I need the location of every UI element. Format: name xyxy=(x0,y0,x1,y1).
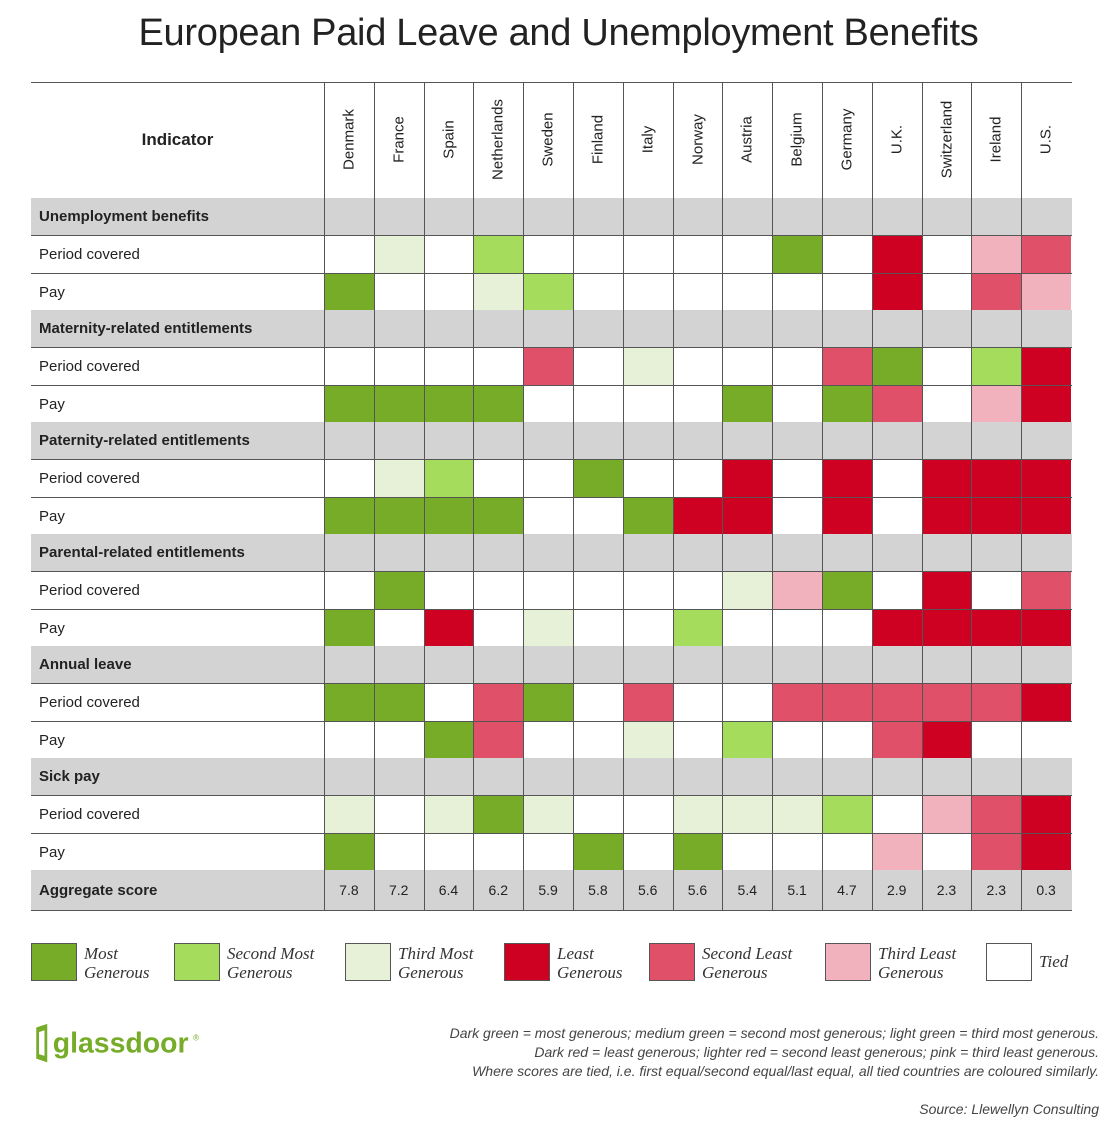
rating-cell xyxy=(723,796,772,833)
column-rule xyxy=(324,82,325,910)
aggregate-label: Aggregate score xyxy=(39,882,158,899)
rating-cell xyxy=(1022,722,1071,759)
rating-cell xyxy=(972,274,1021,311)
rating-cell xyxy=(574,722,623,759)
rating-cell xyxy=(873,834,922,871)
aggregate-score: 4.7 xyxy=(837,882,857,898)
rating-cell xyxy=(425,236,474,273)
rating-cell xyxy=(873,572,922,609)
rating-cell xyxy=(524,834,573,871)
rating-cell xyxy=(773,498,822,535)
rating-cell xyxy=(325,610,374,647)
row-label: Pay xyxy=(39,731,65,749)
rating-cell xyxy=(674,460,723,497)
rating-cell xyxy=(823,460,872,497)
rating-cell xyxy=(873,722,922,759)
rating-cell xyxy=(773,460,822,497)
rating-cell xyxy=(674,274,723,311)
column-rule xyxy=(573,82,574,910)
aggregate-score: 5.9 xyxy=(538,882,558,898)
rating-cell xyxy=(972,236,1021,273)
rating-cell xyxy=(923,274,972,311)
rating-cell xyxy=(375,348,424,385)
rating-cell xyxy=(923,610,972,647)
rating-cell xyxy=(972,684,1021,721)
country-header: U.S. xyxy=(1037,124,1055,155)
rating-cell xyxy=(923,834,972,871)
rating-cell xyxy=(574,274,623,311)
column-rule xyxy=(971,82,972,910)
rating-cell xyxy=(325,460,374,497)
rating-cell xyxy=(325,348,374,385)
rating-cell xyxy=(923,498,972,535)
rating-cell xyxy=(923,348,972,385)
aggregate-score: 7.2 xyxy=(388,882,409,898)
rating-cell xyxy=(574,236,623,273)
legend-label-line: Second Least xyxy=(702,944,793,963)
rating-cell xyxy=(773,796,822,833)
aggregate-score: 7.8 xyxy=(339,882,359,898)
rating-cell xyxy=(823,796,872,833)
rating-cell xyxy=(723,722,772,759)
rating-cell xyxy=(972,460,1021,497)
aggregate-score: 2.9 xyxy=(886,882,907,898)
rating-cell xyxy=(425,610,474,647)
column-rule xyxy=(623,82,624,910)
rating-cell xyxy=(375,498,424,535)
aggregate-score: 5.6 xyxy=(637,882,658,898)
rating-cell xyxy=(474,498,523,535)
rating-cell xyxy=(524,610,573,647)
section-header-bar xyxy=(31,646,1072,683)
footnote-tied: Where scores are tied, i.e. first equal/second equal/last equal, all tied countries are coloured similarly. xyxy=(472,1063,1099,1079)
rating-cell xyxy=(823,572,872,609)
rating-cell xyxy=(723,834,772,871)
rating-cell xyxy=(674,796,723,833)
column-rule xyxy=(473,82,474,910)
rating-cell xyxy=(674,498,723,535)
rating-cell xyxy=(723,348,772,385)
rating-cell xyxy=(524,274,573,311)
country-header: Austria xyxy=(738,116,756,163)
rating-cell xyxy=(923,236,972,273)
rating-cell xyxy=(474,610,523,647)
legend-swatch xyxy=(31,943,77,981)
rating-cell xyxy=(624,610,673,647)
rating-cell xyxy=(873,274,922,311)
rating-cell xyxy=(1022,236,1071,273)
rating-cell xyxy=(474,834,523,871)
rating-cell xyxy=(773,722,822,759)
rating-cell xyxy=(474,348,523,385)
indicator-header: Indicator xyxy=(141,130,214,149)
row-label: Period covered xyxy=(39,806,140,823)
rating-cell xyxy=(674,236,723,273)
row-label: Pay xyxy=(39,283,65,301)
rating-cell xyxy=(624,834,673,871)
rating-cell xyxy=(674,684,723,721)
column-rule xyxy=(523,82,524,910)
column-rule xyxy=(872,82,873,910)
rating-cell xyxy=(574,460,623,497)
legend-label-line: Least xyxy=(557,944,594,963)
rating-cell xyxy=(1022,572,1071,609)
rating-cell xyxy=(574,348,623,385)
rating-cell xyxy=(1022,834,1071,871)
rating-cell xyxy=(773,572,822,609)
rating-cell xyxy=(624,722,673,759)
rating-cell xyxy=(823,348,872,385)
country-header: Ireland xyxy=(987,116,1005,163)
rating-cell xyxy=(972,572,1021,609)
legend-label-line: Third Least xyxy=(878,944,957,963)
rating-cell xyxy=(1022,348,1071,385)
legend-label xyxy=(1039,952,1068,971)
rating-cell xyxy=(325,572,374,609)
rating-cell xyxy=(425,348,474,385)
rating-cell xyxy=(574,796,623,833)
rating-cell xyxy=(574,610,623,647)
legend-label-line: Tied xyxy=(1039,952,1069,971)
column-rule xyxy=(922,82,923,910)
country-header: Netherlands xyxy=(489,99,507,180)
country-header: Sweden xyxy=(539,112,557,167)
rating-cell xyxy=(773,610,822,647)
rating-cell xyxy=(723,610,772,647)
legend-label xyxy=(557,944,622,982)
glassdoor-wordmark: glassdoor xyxy=(52,1027,189,1060)
legend-swatch xyxy=(649,943,695,981)
rating-cell xyxy=(873,684,922,721)
rating-cell xyxy=(823,386,872,423)
legend-label xyxy=(227,944,314,982)
rating-cell xyxy=(474,684,523,721)
rating-cell xyxy=(425,460,474,497)
row-label: Pay xyxy=(39,843,65,861)
rating-cell xyxy=(723,498,772,535)
footnote-red: Dark red = least generous; lighter red = second least generous; pink = third least generous. xyxy=(534,1044,1099,1060)
rating-cell xyxy=(524,348,573,385)
rating-cell xyxy=(674,386,723,423)
row-label: Pay xyxy=(39,507,65,525)
rating-cell xyxy=(524,684,573,721)
legend-swatch xyxy=(504,943,550,981)
rating-cell xyxy=(624,236,673,273)
rating-cell xyxy=(823,274,872,311)
rating-cell xyxy=(474,274,523,311)
rating-cell xyxy=(375,610,424,647)
rating-cell xyxy=(773,834,822,871)
legend-label-line: Most xyxy=(84,944,118,963)
rating-cell xyxy=(474,460,523,497)
registered-mark: ® xyxy=(193,1033,200,1043)
legend-swatch xyxy=(825,943,871,981)
section-title: Unemployment benefits xyxy=(39,208,210,225)
legend-label-line: Generous xyxy=(84,963,150,982)
rating-cell xyxy=(823,834,872,871)
rating-cell xyxy=(972,348,1021,385)
country-header: Spain xyxy=(440,120,457,159)
footnote-green: Dark green = most generous; medium green = second most generous; light green = third most generous. xyxy=(449,1025,1099,1041)
rating-cell xyxy=(972,796,1021,833)
section-title: Annual leave xyxy=(39,656,132,673)
section-title: Sick pay xyxy=(39,768,100,785)
rating-cell xyxy=(1022,684,1071,721)
rating-cell xyxy=(624,498,673,535)
glassdoor-door-icon xyxy=(36,1024,47,1063)
rating-cell xyxy=(325,236,374,273)
legend-label-line: Generous xyxy=(702,963,768,982)
legend-label-line: Third Most xyxy=(398,944,474,963)
row-label: Period covered xyxy=(39,694,140,711)
rating-cell xyxy=(624,348,673,385)
rating-cell xyxy=(375,236,424,273)
aggregate-score: 2.3 xyxy=(936,882,957,898)
legend-label-line: Generous xyxy=(398,963,464,982)
rating-cell xyxy=(624,684,673,721)
rating-cell xyxy=(972,610,1021,647)
rating-cell xyxy=(524,722,573,759)
rating-cell xyxy=(823,498,872,535)
rating-cell xyxy=(873,236,922,273)
section-title: Paternity-related entitlements xyxy=(39,432,250,449)
rating-cell xyxy=(923,796,972,833)
rating-cell xyxy=(524,460,573,497)
rating-cell xyxy=(425,498,474,535)
aggregate-score: 5.8 xyxy=(588,882,608,898)
country-header: Norway xyxy=(689,114,706,165)
country-header: Italy xyxy=(639,125,657,154)
rating-cell xyxy=(972,386,1021,423)
row-label: Period covered xyxy=(39,582,140,599)
rating-cell xyxy=(773,684,822,721)
rating-cell xyxy=(574,572,623,609)
section-title: Parental-related entitlements xyxy=(39,544,245,561)
legend-label xyxy=(702,944,792,982)
rating-cell xyxy=(624,572,673,609)
rating-cell xyxy=(723,572,772,609)
column-rule xyxy=(1021,82,1022,910)
aggregate-score: 6.4 xyxy=(438,882,459,898)
rating-cell xyxy=(624,386,673,423)
legend-label xyxy=(84,944,149,982)
rating-cell xyxy=(923,386,972,423)
table-bottom-rule xyxy=(31,910,1072,911)
column-rule xyxy=(772,82,773,910)
legend-label-line: Generous xyxy=(878,963,944,982)
rating-cell xyxy=(823,684,872,721)
rating-cell xyxy=(325,274,374,311)
rating-cell xyxy=(674,722,723,759)
row-label: Period covered xyxy=(39,246,140,263)
rating-cell xyxy=(474,572,523,609)
rating-cell xyxy=(474,236,523,273)
rating-cell xyxy=(873,498,922,535)
legend-label-line: Generous xyxy=(227,963,293,982)
rating-cell xyxy=(325,684,374,721)
rating-cell xyxy=(425,796,474,833)
country-header: Switzerland xyxy=(938,100,955,179)
rating-cell xyxy=(524,572,573,609)
aggregate-score: 0.3 xyxy=(1036,882,1056,898)
legend-label xyxy=(878,944,956,982)
header-top-rule xyxy=(31,82,1072,83)
rating-cell xyxy=(773,274,822,311)
rating-cell xyxy=(674,834,723,871)
rating-cell xyxy=(773,348,822,385)
rating-cell xyxy=(873,386,922,423)
column-rule xyxy=(722,82,723,910)
rating-cell xyxy=(972,498,1021,535)
rating-cell xyxy=(1022,274,1071,311)
rating-cell xyxy=(1022,610,1071,647)
aggregate-score: 5.6 xyxy=(687,882,708,898)
rating-cell xyxy=(723,386,772,423)
rating-cell xyxy=(873,610,922,647)
rating-cell xyxy=(574,498,623,535)
column-rule xyxy=(822,82,823,910)
rating-cell xyxy=(773,386,822,423)
rating-cell xyxy=(972,834,1021,871)
rating-cell xyxy=(624,796,673,833)
source-note: Source: Llewellyn Consulting xyxy=(919,1101,1099,1117)
aggregate-score: 5.1 xyxy=(787,882,807,898)
rating-cell xyxy=(325,386,374,423)
rating-cell xyxy=(375,722,424,759)
rating-cell xyxy=(574,386,623,423)
rating-cell xyxy=(325,834,374,871)
row-label: Period covered xyxy=(39,358,140,375)
rating-cell xyxy=(524,498,573,535)
column-rule xyxy=(673,82,674,910)
row-label: Pay xyxy=(39,619,65,637)
rating-cell xyxy=(674,348,723,385)
row-label: Period covered xyxy=(39,470,140,487)
rating-cell xyxy=(624,460,673,497)
rating-cell xyxy=(823,610,872,647)
legend-swatch xyxy=(986,943,1032,981)
rating-cell xyxy=(375,460,424,497)
legend-swatch xyxy=(345,943,391,981)
rating-cell xyxy=(624,274,673,311)
rating-cell xyxy=(474,796,523,833)
country-header: Denmark xyxy=(340,109,358,170)
rating-cell xyxy=(773,236,822,273)
rating-cell xyxy=(375,684,424,721)
rating-cell xyxy=(524,796,573,833)
rating-cell xyxy=(325,498,374,535)
rating-cell xyxy=(923,684,972,721)
rating-cell xyxy=(425,684,474,721)
column-rule xyxy=(374,82,375,910)
legend-swatch xyxy=(174,943,220,981)
rating-cell xyxy=(375,572,424,609)
section-header-bar xyxy=(31,758,1072,795)
rating-cell xyxy=(425,274,474,311)
rating-cell xyxy=(1022,498,1071,535)
rating-cell xyxy=(325,722,374,759)
rating-cell xyxy=(375,274,424,311)
rating-cell xyxy=(1022,460,1071,497)
rating-cell xyxy=(674,572,723,609)
legend-label-line: Second Most xyxy=(227,944,315,963)
rating-cell xyxy=(823,722,872,759)
column-rule xyxy=(424,82,425,910)
rating-cell xyxy=(873,460,922,497)
row-label: Pay xyxy=(39,395,65,413)
rating-cell xyxy=(574,834,623,871)
rating-cell xyxy=(923,460,972,497)
rating-cell xyxy=(425,386,474,423)
country-header: Germany xyxy=(838,108,856,171)
rating-cell xyxy=(425,722,474,759)
country-header: U.K. xyxy=(888,124,906,155)
rating-cell xyxy=(425,572,474,609)
rating-cell xyxy=(524,236,573,273)
rating-cell xyxy=(1022,796,1071,833)
country-header: Finland xyxy=(589,114,607,165)
rating-cell xyxy=(375,796,424,833)
rating-cell xyxy=(674,610,723,647)
rating-cell xyxy=(923,572,972,609)
rating-cell xyxy=(574,684,623,721)
rating-cell xyxy=(375,386,424,423)
legend-label xyxy=(398,944,473,982)
rating-cell xyxy=(873,348,922,385)
rating-cell xyxy=(1022,386,1071,423)
rating-cell xyxy=(823,236,872,273)
rating-cell xyxy=(474,386,523,423)
rating-cell xyxy=(723,274,772,311)
rating-cell xyxy=(723,236,772,273)
rating-cell xyxy=(474,722,523,759)
aggregate-score: 5.4 xyxy=(737,882,758,898)
aggregate-score: 6.2 xyxy=(488,882,509,898)
rating-cell xyxy=(723,684,772,721)
rating-cell xyxy=(325,796,374,833)
country-header: Belgium xyxy=(788,112,806,167)
rating-cell xyxy=(425,834,474,871)
rating-cell xyxy=(972,722,1021,759)
section-title: Maternity-related entitlements xyxy=(39,320,253,337)
glassdoor-logo xyxy=(22,1022,232,1066)
legend-label-line: Generous xyxy=(557,963,623,982)
rating-cell xyxy=(923,722,972,759)
country-header: France xyxy=(390,116,408,163)
rating-cell xyxy=(873,796,922,833)
rating-cell xyxy=(524,386,573,423)
rating-cell xyxy=(723,460,772,497)
page-title: European Paid Leave and Unemployment Benefits xyxy=(138,12,979,54)
aggregate-score: 2.3 xyxy=(986,882,1007,898)
rating-cell xyxy=(375,834,424,871)
